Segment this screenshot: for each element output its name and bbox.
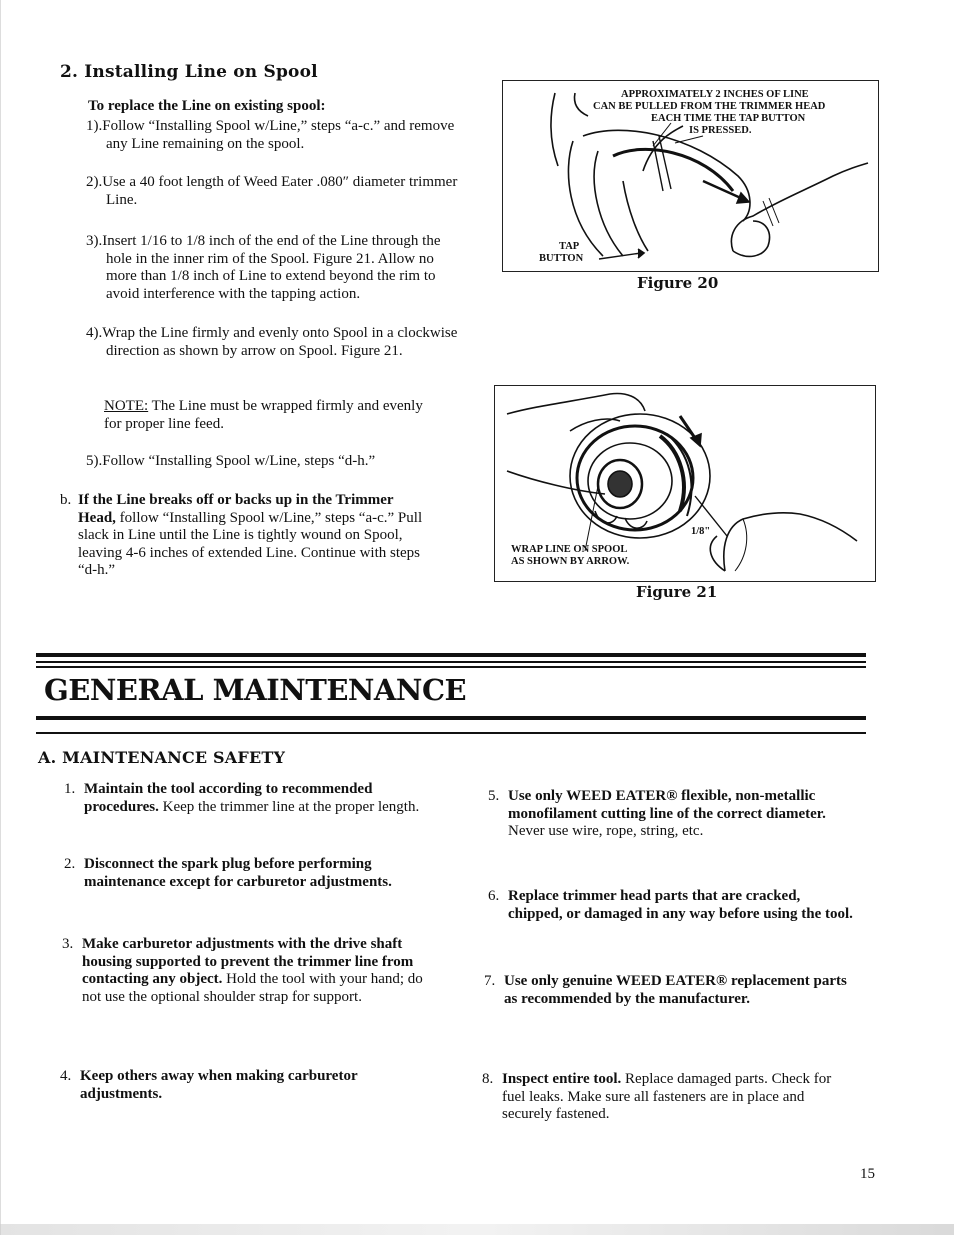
figure-20-illustration bbox=[502, 80, 879, 272]
page-number: 15 bbox=[860, 1166, 875, 1182]
maintenance-safety-heading: A. MAINTENANCE SAFETY bbox=[38, 748, 286, 767]
scan-bottom-edge bbox=[0, 1224, 954, 1235]
top-double-rule-1 bbox=[36, 653, 866, 657]
figure-21-dimension-label: 1/8" bbox=[691, 526, 711, 537]
figure-21-illustration bbox=[494, 385, 876, 582]
safety-item-4-bold: Keep others away when making carburetor adjustments. bbox=[80, 1068, 358, 1102]
tap-button-label bbox=[539, 241, 583, 265]
safety-item-1-text: Keep the trimmer line at the proper length. bbox=[158, 798, 420, 815]
figure-21-label-line-2: AS SHOWN BY ARROW. bbox=[511, 556, 630, 567]
safety-item-7-number: 7. bbox=[484, 973, 496, 989]
tap-button-label-line-1: TAP bbox=[559, 241, 580, 252]
safety-item-7 bbox=[484, 973, 856, 1008]
top-double-rule-2 bbox=[36, 661, 866, 663]
figure-20-caption: Figure 20 bbox=[637, 274, 719, 292]
safety-item-3-number: 3. bbox=[62, 936, 74, 952]
safety-item-4-number: 4. bbox=[60, 1068, 72, 1084]
safety-item-4 bbox=[60, 1068, 428, 1103]
safety-item-1 bbox=[64, 781, 428, 816]
safety-item-2 bbox=[64, 856, 428, 891]
safety-item-3 bbox=[62, 936, 428, 1006]
step-3: 3).Insert 1/16 to 1/8 inch of the end of the Line through the hole in the inner rim of the Spool. Figure 21. Allow no more than 1/8 inch of Line to extend beyond the rim to avoid interference with the tapping action. bbox=[86, 233, 441, 302]
subheading-replace-line: To replace the Line on existing spool: bbox=[88, 98, 326, 114]
step-4: 4).Wrap the Line firmly and evenly onto Spool in a clockwise direction as shown by arrow on Spool. Figure 21. bbox=[86, 325, 458, 359]
section-heading-installing-line: 2. Installing Line on Spool bbox=[60, 62, 318, 82]
safety-item-3-text: Hold the tool with your hand; do not use the optional shoulder strap for support. bbox=[82, 971, 423, 1005]
scan-left-edge bbox=[0, 0, 1, 1235]
safety-item-8-bold: Inspect entire tool. bbox=[502, 1071, 622, 1087]
safety-item-8-text: Replace damaged parts. Check for fuel leaks. Make sure all fasteners are in place and securely fastened. bbox=[502, 1071, 832, 1122]
top-double-rule-3 bbox=[36, 666, 866, 668]
bottom-rule-1 bbox=[36, 716, 866, 720]
step-1: 1).Follow “Installing Spool w/Line,” steps “a-c.” and remove any Line remaining on the spool. bbox=[86, 118, 455, 152]
note-label: NOTE: bbox=[104, 398, 149, 414]
figure-20-label-line-3: EACH TIME THE TAP BUTTON bbox=[651, 113, 806, 124]
safety-item-3-bold: Make carburetor adjustments with the drive shaft housing supported to prevent the trimmer line from contacting any object. bbox=[82, 936, 414, 987]
item-b-text: follow “Installing Spool w/Line,” steps “a-c.” Pull slack in Line until the Line is tightly wound on Spool, leaving 4-6 inches of extended Line. Continue with steps “d-h.” bbox=[78, 509, 423, 578]
safety-item-6-number: 6. bbox=[488, 888, 500, 904]
safety-item-7-bold: Use only genuine WEED EATER® replacement parts as recommended by the manufacturer. bbox=[504, 973, 847, 1007]
tap-button-label-line-2: BUTTON bbox=[539, 253, 584, 264]
safety-item-5-text: Never use wire, rope, string, etc. bbox=[508, 823, 704, 839]
safety-item-2-number: 2. bbox=[64, 856, 76, 872]
figure-20-label-line-4: IS PRESSED. bbox=[689, 125, 752, 136]
safety-item-8-number: 8. bbox=[482, 1071, 494, 1087]
figure-21-caption: Figure 21 bbox=[636, 583, 718, 601]
item-b bbox=[60, 492, 430, 580]
bottom-rule-2 bbox=[36, 732, 866, 734]
figure-21-label bbox=[511, 544, 629, 568]
item-b-bold: If the Line breaks off or backs up in the Trimmer Head, bbox=[78, 492, 394, 526]
figure-20-label-line-2: CAN BE PULLED FROM THE TRIMMER HEAD bbox=[593, 101, 826, 112]
safety-item-1-bold: Maintain the tool according to recommended procedures. bbox=[84, 781, 373, 815]
safety-item-2-bold: Disconnect the spark plug before performing maintenance except for carburetor adjustments. bbox=[84, 856, 392, 890]
step-2: 2).Use a 40 foot length of Weed Eater .080″ diameter trimmer Line. bbox=[86, 174, 458, 208]
figure-21-label-line-1: WRAP LINE ON SPOOL bbox=[511, 544, 628, 555]
safety-item-8 bbox=[482, 1071, 856, 1124]
safety-item-5-number: 5. bbox=[488, 788, 500, 804]
note bbox=[104, 398, 434, 433]
safety-item-6-bold: Replace trimmer head parts that are cracked, chipped, or damaged in any way before using the tool. bbox=[508, 888, 853, 922]
general-maintenance-title: GENERAL MAINTENANCE bbox=[44, 673, 467, 707]
safety-item-5-bold: Use only WEED EATER® flexible, non-metallic monofilament cutting line of the correct diameter. bbox=[508, 788, 826, 822]
safety-item-6 bbox=[488, 888, 856, 923]
step-5: 5).Follow “Installing Spool w/Line, steps “d-h.” bbox=[86, 453, 376, 469]
safety-item-1-number: 1. bbox=[64, 781, 76, 797]
note-text: The Line must be wrapped firmly and evenly for proper line feed. bbox=[104, 398, 423, 432]
item-b-label: b. bbox=[60, 492, 72, 508]
figure-20-label-line-1: APPROXIMATELY 2 INCHES OF LINE bbox=[621, 89, 809, 100]
figure-20-label bbox=[593, 89, 878, 137]
safety-item-5 bbox=[488, 788, 856, 841]
